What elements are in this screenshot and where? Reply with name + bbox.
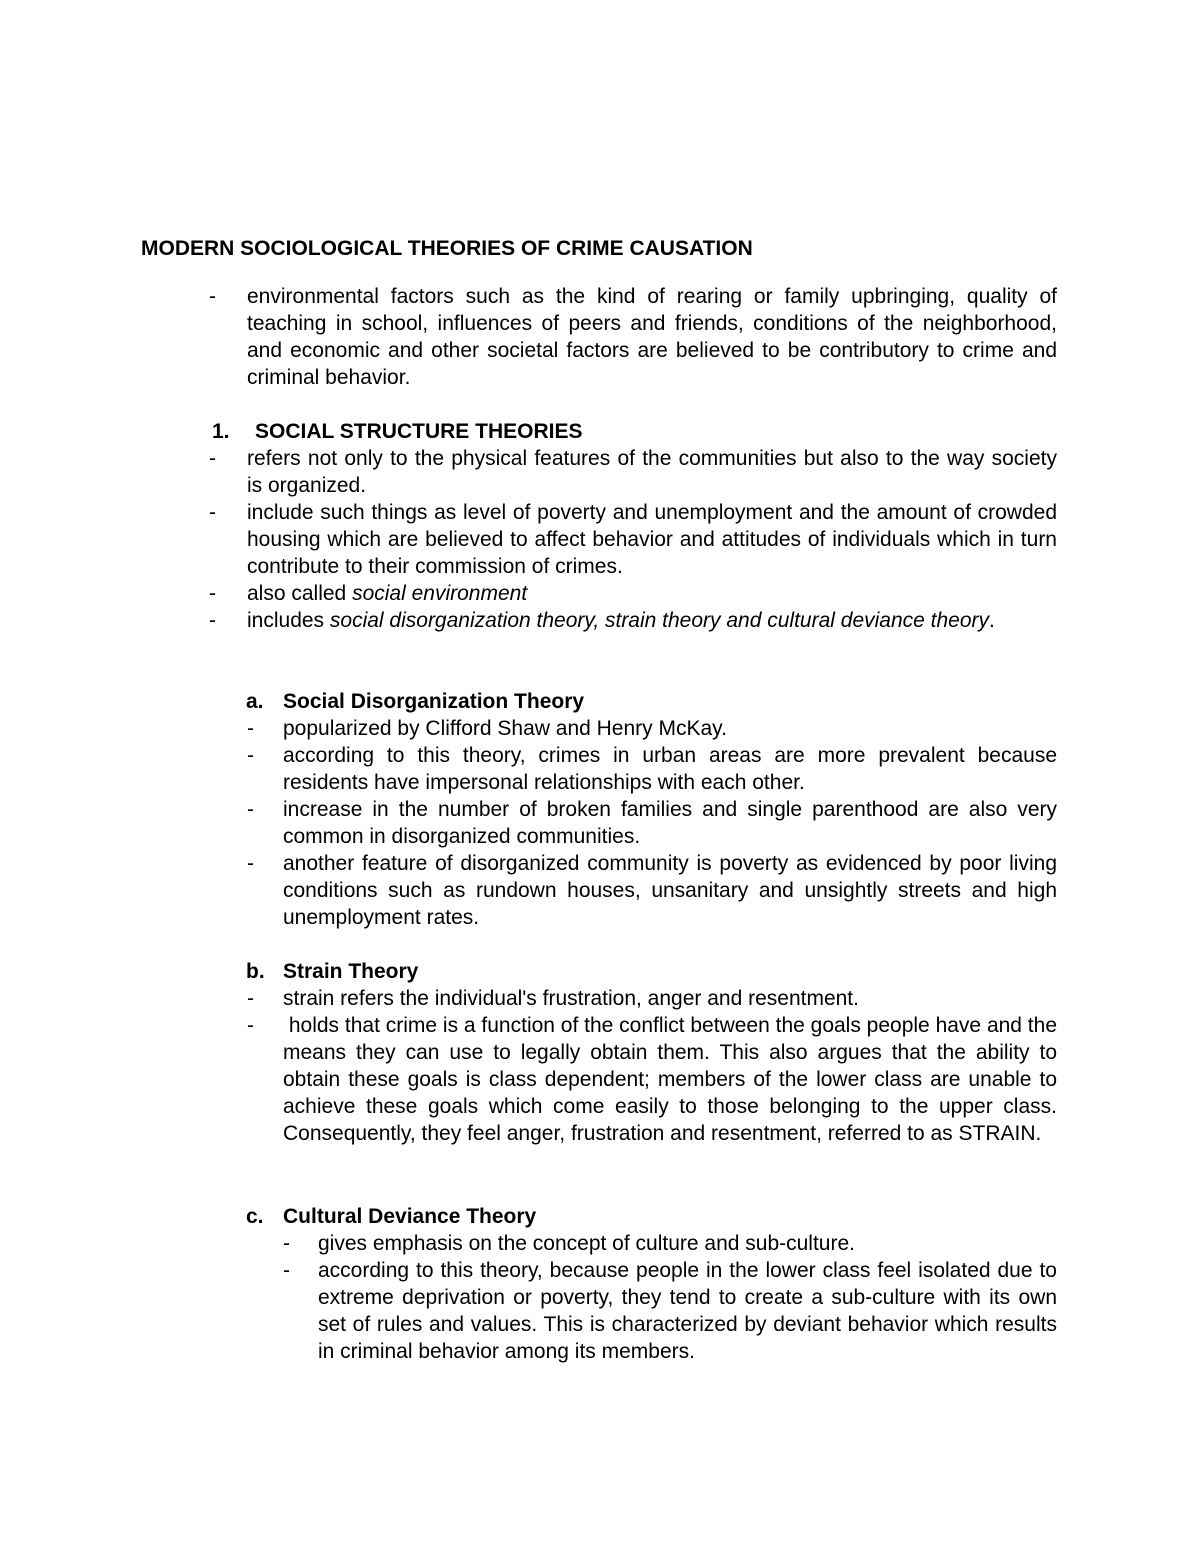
list-item [247,796,1057,850]
bullet-text: according to this theory, because people in the lower class feel isolated due to extreme deprivation or poverty, they tend to create a sub-culture with its own set of rules and values. This is characterized by deviant behavior which results in criminal behavior among its members. [318,1259,1057,1363]
bullet-text: gives emphasis on the concept of culture and sub-culture. [318,1232,855,1255]
subsection-title: Strain Theory [283,960,419,983]
section-heading-social-structure [212,418,1012,445]
list-item [247,850,1057,931]
bullet-text: according to this theory, crimes in urban areas are more prevalent because residents have impersonal relationships with each other. [283,744,1057,794]
page-title: MODERN SOCIOLOGICAL THEORIES OF CRIME CAUSATION [141,237,753,260]
bullet-dash: - [283,1232,290,1255]
subsection-title: Social Disorganization Theory [283,690,585,713]
subsection-heading-social-disorganization [246,688,1046,715]
subsection-letter: c. [246,1205,264,1228]
subsection-letter: a. [246,690,264,713]
subsection-letter: b. [246,960,265,983]
bullet-text: refers not only to the physical features of the communities but also to the way society is organized. [247,447,1057,497]
list-item [283,1257,1057,1365]
list-item [247,742,1057,796]
bullet-text: include such things as level of poverty and unemployment and the amount of crowded housing which are believed to affect behavior and attitudes of individuals which in turn contribute to their commission of crimes. [247,501,1057,578]
list-item [209,499,1057,580]
bullet-dash: - [247,798,254,821]
bullet-text: popularized by Clifford Shaw and Henry McKay. [283,717,727,740]
bullet-dash: - [247,987,254,1010]
intro-bullet [209,283,1057,391]
bullet-dash: - [247,717,254,740]
bullet-text [247,607,1057,634]
bullet-text: strain refers the individual's frustration, anger and resentment. [283,987,859,1010]
list-item [247,985,1057,1012]
bullet-suffix: . [989,609,995,632]
bullet-text: environmental factors such as the kind of rearing or family upbringing, quality of teaching in school, influences of peers and friends, conditions of the neighborhood, and economic and other societal factors are believed to be contributory to crime and criminal behavior. [247,285,1057,389]
subsection-title: Cultural Deviance Theory [283,1205,537,1228]
bullet-prefix: includes [247,609,330,632]
bullet-italic-term: social disorganization theory, strain theory and cultural deviance theory [329,609,990,632]
subsection-heading-strain [246,958,1046,985]
section-title: SOCIAL STRUCTURE THEORIES [255,420,583,443]
bullet-dash: - [209,447,216,470]
bullet-dash: - [247,1014,254,1037]
bullet-dash: - [209,609,216,632]
list-item [209,445,1057,499]
list-item [209,580,1057,607]
list-item [283,1230,1057,1257]
list-item [209,607,1057,634]
bullet-text: holds that crime is a function of the conflict between the goals people have and the means they can use to legally obtain them. This also argues that the ability to obtain these goals is class dependent; members of the lower class are unable to achieve these goals which come easily to those belonging to the upper class. Consequently, they feel anger, frustration and resentment, referred to as STRAIN. [283,1014,1063,1145]
list-item [247,1012,1063,1147]
list-item [247,715,1057,742]
bullet-dash: - [209,501,216,524]
bullet-text [247,580,1057,607]
bullet-text: increase in the number of broken families and single parenthood are also very common in disorganized communities. [283,798,1057,848]
subsection-heading-cultural-deviance [246,1203,1046,1230]
bullet-dash: - [209,285,216,308]
bullet-dash: - [247,744,254,767]
bullet-dash: - [209,582,216,605]
bullet-dash: - [247,852,254,875]
bullet-dash: - [283,1259,290,1282]
bullet-italic-term: social environment [352,582,528,605]
bullet-text: another feature of disorganized community is poverty as evidenced by poor living conditions such as rundown houses, unsanitary and unsightly streets and high unemployment rates. [283,852,1057,929]
section-number: 1. [212,420,230,443]
bullet-prefix: also called [247,582,353,605]
